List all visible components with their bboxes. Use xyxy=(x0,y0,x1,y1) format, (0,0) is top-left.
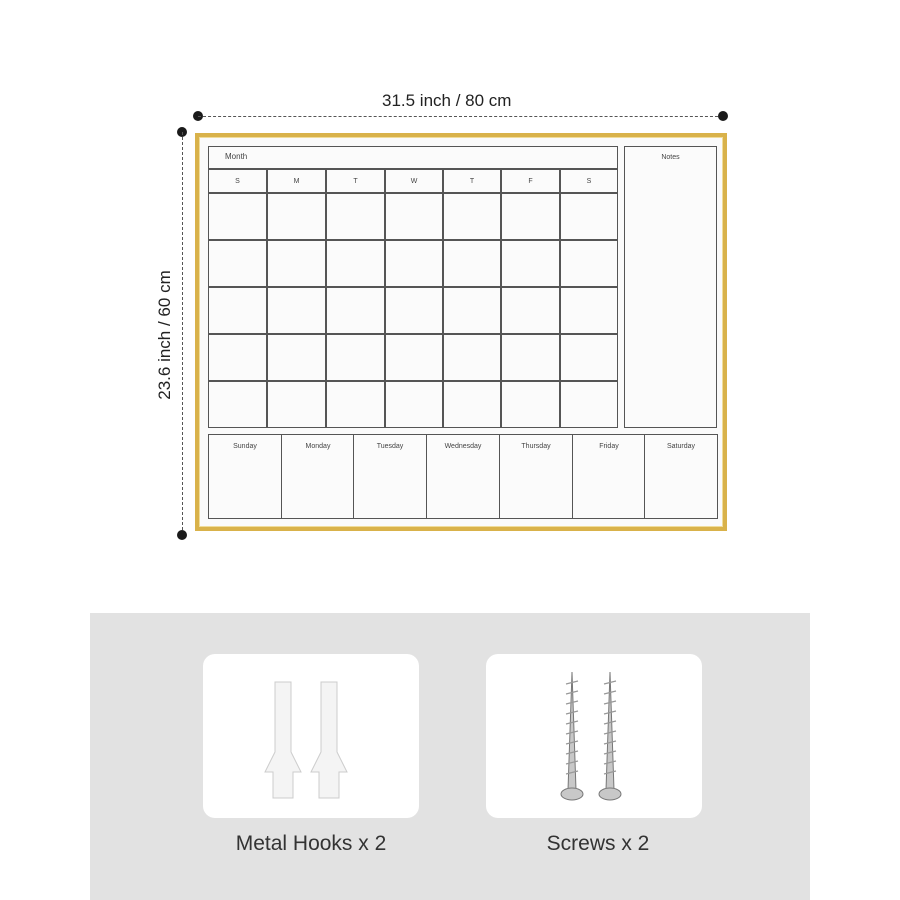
date-cell xyxy=(501,381,560,428)
weekday-column-label: Tuesday xyxy=(376,443,404,450)
month-header xyxy=(208,146,618,169)
date-cell xyxy=(560,287,618,334)
date-cell xyxy=(267,381,326,428)
dimension-endpoint xyxy=(718,111,728,121)
date-cell xyxy=(326,240,385,287)
screws-card xyxy=(486,654,702,818)
date-cell xyxy=(385,381,443,428)
screws-caption: Screws x 2 xyxy=(546,832,650,855)
dimension-endpoint xyxy=(177,530,187,540)
day-initial-cell-label: W xyxy=(410,178,418,185)
day-initial-cell-label: T xyxy=(469,178,475,185)
date-cell xyxy=(208,193,267,240)
date-cell xyxy=(385,287,443,334)
date-cell xyxy=(385,240,443,287)
day-initial-cell-label: T xyxy=(353,178,358,185)
day-initial-cell xyxy=(326,169,385,193)
date-cell xyxy=(443,240,501,287)
date-cell xyxy=(326,334,385,381)
date-cell xyxy=(208,334,267,381)
weekday-column xyxy=(208,434,282,519)
date-cell xyxy=(385,193,443,240)
width-label: 31.5 inch / 80 cm xyxy=(382,91,512,110)
date-cell xyxy=(267,334,326,381)
date-cell xyxy=(560,193,618,240)
weekday-column-label: Thursday xyxy=(521,443,551,450)
date-cell xyxy=(326,193,385,240)
weekday-column xyxy=(426,434,500,519)
weekday-column xyxy=(499,434,573,519)
date-cell xyxy=(501,334,560,381)
height-label: 23.6 inch / 60 cm xyxy=(155,270,174,400)
dimension-line xyxy=(198,116,723,117)
weekday-column xyxy=(281,434,355,519)
dimension-line xyxy=(182,132,183,535)
weekday-column-label: Monday xyxy=(305,443,331,450)
date-cell xyxy=(501,240,560,287)
date-cell xyxy=(267,287,326,334)
date-cell xyxy=(267,240,326,287)
date-cell xyxy=(443,381,501,428)
date-cell xyxy=(385,334,443,381)
date-cell xyxy=(443,287,501,334)
day-initial-cell-label: S xyxy=(235,178,240,185)
wall-anchor-icon xyxy=(203,654,419,818)
weekday-column-label: Wednesday xyxy=(444,443,482,450)
date-cell xyxy=(443,334,501,381)
date-cell xyxy=(326,287,385,334)
day-initial-cell xyxy=(560,169,618,193)
date-cell xyxy=(501,287,560,334)
day-initial-cell-label: M xyxy=(293,178,300,185)
day-initial-cell xyxy=(501,169,560,193)
notes-box-label: Notes xyxy=(661,154,680,161)
date-cell xyxy=(208,287,267,334)
screw-icon xyxy=(486,654,702,818)
day-initial-cell xyxy=(443,169,501,193)
date-cell xyxy=(560,334,618,381)
date-cell xyxy=(208,381,267,428)
accessories-panel xyxy=(90,613,810,900)
day-initial-cell-label: F xyxy=(528,178,533,185)
day-initial-cell xyxy=(385,169,443,193)
date-cell xyxy=(560,240,618,287)
weekday-column-label: Friday xyxy=(599,443,619,450)
day-initial-cell xyxy=(267,169,326,193)
date-cell xyxy=(267,193,326,240)
day-initial-cell-label: S xyxy=(586,178,592,185)
day-initial-cell xyxy=(208,169,267,193)
date-cell xyxy=(326,381,385,428)
weekday-column-label: Sunday xyxy=(233,443,257,450)
weekday-column xyxy=(353,434,427,519)
date-cell xyxy=(501,193,560,240)
weekday-column xyxy=(644,434,718,519)
weekday-column-label: Saturday xyxy=(666,443,696,450)
hooks-caption: Metal Hooks x 2 xyxy=(235,832,387,855)
date-cell xyxy=(443,193,501,240)
date-cell xyxy=(208,240,267,287)
hooks-card xyxy=(203,654,419,818)
month-header-label: Month xyxy=(225,152,248,161)
date-cell xyxy=(560,381,618,428)
notes-box xyxy=(624,146,717,428)
weekday-column xyxy=(572,434,646,519)
